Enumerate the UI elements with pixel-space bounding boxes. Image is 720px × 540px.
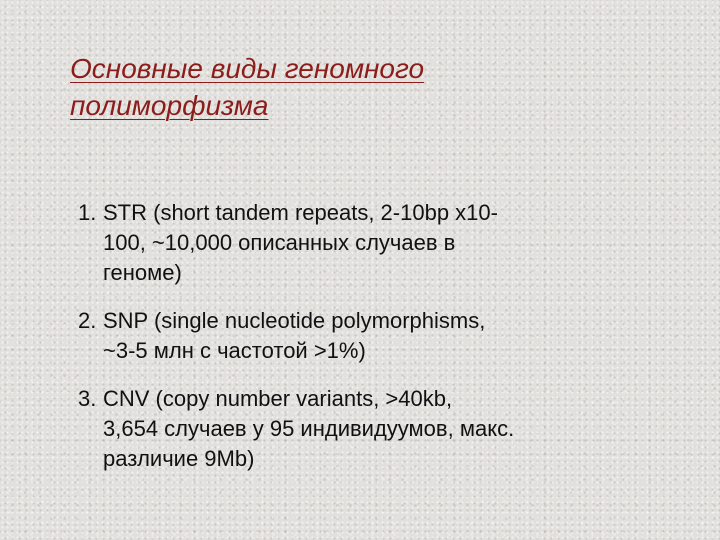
list-item-line: различие 9Mb) <box>103 446 255 471</box>
list-item-snp <box>78 306 678 366</box>
list-item-line: 100, ~10,000 описанных случаев в <box>103 230 456 255</box>
list-item-line: геноме) <box>103 260 182 285</box>
list-item-number: 1. <box>78 200 97 225</box>
list-item-number: 2. <box>78 308 97 333</box>
slide-title-line-1: Основные виды геномного <box>70 53 425 84</box>
list-item-text <box>103 384 678 474</box>
slide-title <box>70 50 670 124</box>
polymorphism-list <box>78 198 678 492</box>
list-item-text <box>103 198 678 288</box>
list-item-line: CNV (copy number variants, >40kb, <box>103 386 453 411</box>
list-item-line: 3,654 случаев у 95 индивидуумов, макс. <box>103 416 515 441</box>
list-item-str <box>78 198 678 288</box>
list-item-line: ~3-5 млн с частотой >1%) <box>103 338 366 363</box>
list-item-line: STR (short tandem repeats, 2-10bp x10- <box>103 200 498 225</box>
slide-title-line-2: полиморфизма <box>70 90 269 121</box>
list-item-line: SNP (single nucleotide polymorphisms, <box>103 308 486 333</box>
list-item-cnv <box>78 384 678 474</box>
list-item-text <box>103 306 678 366</box>
list-item-number: 3. <box>78 386 97 411</box>
